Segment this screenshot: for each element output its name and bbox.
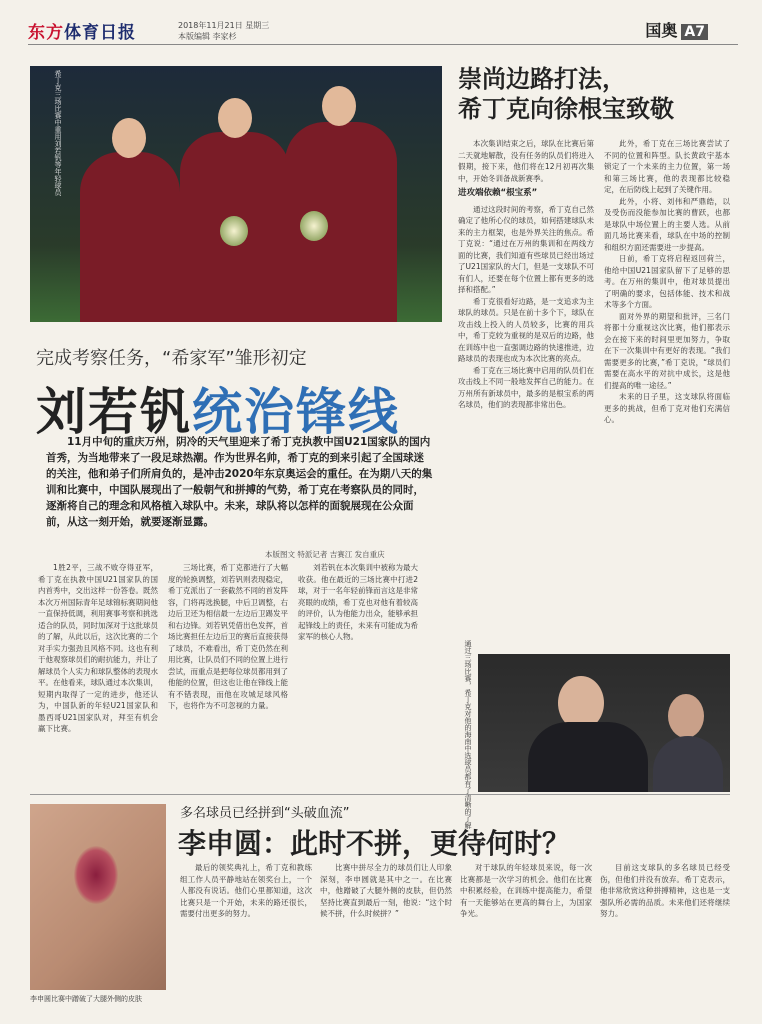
- coach-photo-caption: 通过三场比赛，希丁克对他的海南中选球员都有了清晰的了解: [464, 640, 472, 829]
- section-label: 国奥 A7: [645, 18, 708, 41]
- masthead: [28, 18, 738, 45]
- page-number: A7: [681, 24, 708, 40]
- paragraph: 希丁克很看好边路，是一支追求为主球队的球员。只是在前十多个下，球队在攻击线上投入的人员较多，比赛的用兵中，希丁克较为重视的是双后的边路，他在训练中也一直强调边路的快速推进，边路球员的表现也成为本次比赛的亮点。: [458, 296, 594, 363]
- bottom-article-title: 李申圆：此时不拼，更待何时？: [178, 827, 571, 860]
- right-headline: [458, 64, 674, 124]
- paragraph: 日前，希丁克将启程返回荷兰，他给中国U21国家队留下了足够的思考。在万州的集训中，他对球员提出了明确的要求，包括体能、技术和战术等多个方面。: [604, 254, 730, 309]
- subheading: 进攻端依赖“根宝系”: [458, 188, 538, 198]
- knee-photo: [30, 804, 166, 990]
- bottom-column-4: 目前这支球队的多名球员已经受伤，但他们并没有放弃。希丁克表示，他非常欣赏这种拼搏精神，这也是一支强队所必需的品质。未来他们还将继续努力。: [600, 863, 730, 918]
- article-subtitle: 完成考察任务，“希家军”雏形初定: [36, 348, 307, 369]
- paragraph: 面对外界的期望和批评，三名门将都十分重视这次比赛，他们都表示会在接下来的时间里更加努力，争取在下一次集训中有更好的表现。“我们需要更多的比赛，”希丁克说，“球员们需要在高水平的对抗中成长，这是他们提高的唯一途径。”: [604, 311, 730, 390]
- bottom-article-subtitle: 多名球员已经拼到“头破血流”: [180, 806, 350, 821]
- section-divider: [30, 794, 730, 795]
- newspaper-logo: 东方体育日报: [28, 23, 136, 43]
- paragraph: 本次集训结束之后，球队在比赛后第二天就地解散，没有任务的队员们将进入假期，接下来，他们将在12月初再次集中，开始冬训备战新赛季。: [458, 139, 594, 183]
- right-headline-line1: 崇尚边路打法，: [458, 65, 626, 93]
- body-column-1: 1胜2平，三战不败夺得亚军，希丁克在执教中国U21国家队的国内首秀中，交出这样一份答卷。既然本次万州国际青年足球锦标赛期间他一直保持低调，利用赛事考察和挑选适合的队员，同时加深对于这批球员的了解，从此以后，这次比赛的二个对手实力强劲且风格不同。这也有利于他观察球员们的耐抗能力，并让了解球员个人实力和球队整体的表现水平。在他看来，球队通过本次集训，短期内取得了一定的进步，他还认为，中国队新的年轻U21国家队和墨西哥U21国家队对，拜至有机会赢下比赛。: [38, 563, 158, 733]
- page-editor: 本版编辑 李家杉: [178, 32, 237, 41]
- right-headline-line2: 希丁克向徐根宝致敬: [458, 95, 674, 123]
- knee-photo-caption: 李申圆比赛中蹭破了大腿外侧的皮肤: [30, 995, 142, 1003]
- masthead-meta: [178, 20, 269, 42]
- bottom-column-1: 最后的领奖典礼上，希丁克和教练组工作人员平静地站在领奖台上，一个人都没有说话。他们心里都知道，这次比赛只是一个开始，未来的路还很长，需要付出更多的努力。: [180, 863, 312, 918]
- issue-date: 2018年11月21日 星期三: [178, 21, 270, 30]
- body-column-2: 三场比赛，希丁克都进行了大幅度的轮换调整，刘若钒则表现稳定，希丁克派出了一套截然不同的首发阵容，门将再选换腿，中后卫调整，右边后卫还为相信最一左边后卫踢发平和右边锋。刘若钒凭借出色发挥，首场比赛担任左边后卫的赛后直接获得了球员，不难看出，希丁克仍然在利用比赛，让队员们不同的位置上进行尝试，而重点是把每位球员都用到了他能的位置，但这也让他在锋线上能有不错表现，而他在攻城足球风格下，也将作为不可忽视的力量。: [168, 563, 288, 710]
- main-photo-caption: 希丁克三场比赛中重用刘若钒等年轻球员: [54, 70, 62, 196]
- right-column-2: [604, 138, 730, 663]
- bottom-column-2: 比赛中拼尽全力的球员们让人印象深刻，李申圆就是其中之一。在比赛中，他蹭破了大腿外侧的皮肤，但仍然坚持比赛直到最后一刻，他说：“这个时候不拼，什么时候拼？”: [320, 863, 452, 918]
- paragraph: 此外，小将、刘伟和严鼎皓，以及受伤而没能参加比赛的曹跃，也都是球队中场位置上的主要人选。从前面几场比赛来看，球队在中场的控制和组织方面还需要进一步提高。: [604, 196, 730, 252]
- body-column-3: 刘若钒在本次集训中被称为最大收获。他在最近的三场比赛中打进2球，对于一名年轻前锋而言这是非常亮眼的成绩，希丁克也对他有着较高的评价，认为他能力出众，能够承担起锋线上的责任，未来有可能成为希家军的核心人物。: [298, 563, 418, 641]
- bottom-column-3: 对于球队的年轻球员来说，每一次比赛都是一次学习的机会。他们在比赛中积累经验，在训练中提高能力，希望有一天能够站在更高的舞台上，为国家争光。: [460, 863, 592, 918]
- coach-photo: [478, 654, 730, 792]
- lead-paragraph: 11月中旬的重庆万州，阴冷的天气里迎来了希丁克执教中国U21国家队的国内首秀，为当地带来了一段足球热潮。作为世界名帅，希丁克的到来引起了全国球迷的关注，他和弟子们所肩负的，是冲击2020年东京奥运会的重任。在为期八天的集训和比赛中，中国队展现出了一般朝气和拼搏的气势，希丁克在考察队员的同时，逐渐将自己的理念和风格植入球队中。未来，球队将以怎样的面貌展现在公众面前，从这一刻开始，就要逐渐显露。: [46, 436, 433, 528]
- title-part-a: 刘若钒: [36, 382, 192, 441]
- paragraph: 未来的日子里，这支球队将面临更多的挑战，但希丁克对他们充满信心。: [604, 392, 730, 424]
- right-column-1: [458, 138, 594, 628]
- paragraph: 此外，希丁克在三场比赛尝试了不同的位置和阵型。队长黄政宇基本锁定了一个未来的主力位置，第一场和第三场比赛，他的表现都比较稳定，在后防线上起到了关键作用。: [604, 139, 730, 194]
- paragraph: 希丁克在三场比赛中启用的队员们在攻击线上不同一般地发挥自己的能力。在万州所有新球员中，最多的是根宝系的两名球员，他们的表现都非常出色。: [458, 365, 594, 409]
- byline: 本版图文 特派记者 吉赛江 发自重庆: [265, 550, 385, 559]
- title-part-b: 统治锋线: [192, 382, 400, 441]
- paragraph: 通过这段时间的考察，希丁克自己然确定了他所心仪的球员，如何搭建球队未来的主力框架，也是外界关注的焦点。希丁克说：“通过在万州的集训和在两线方面的比赛，我们知道有些球员已经出场过了U21国家队的大门，但是一支球队不可有们人，还要在每个位置上都有更多的选择和搭配。”: [458, 204, 594, 294]
- main-photo: [30, 66, 442, 322]
